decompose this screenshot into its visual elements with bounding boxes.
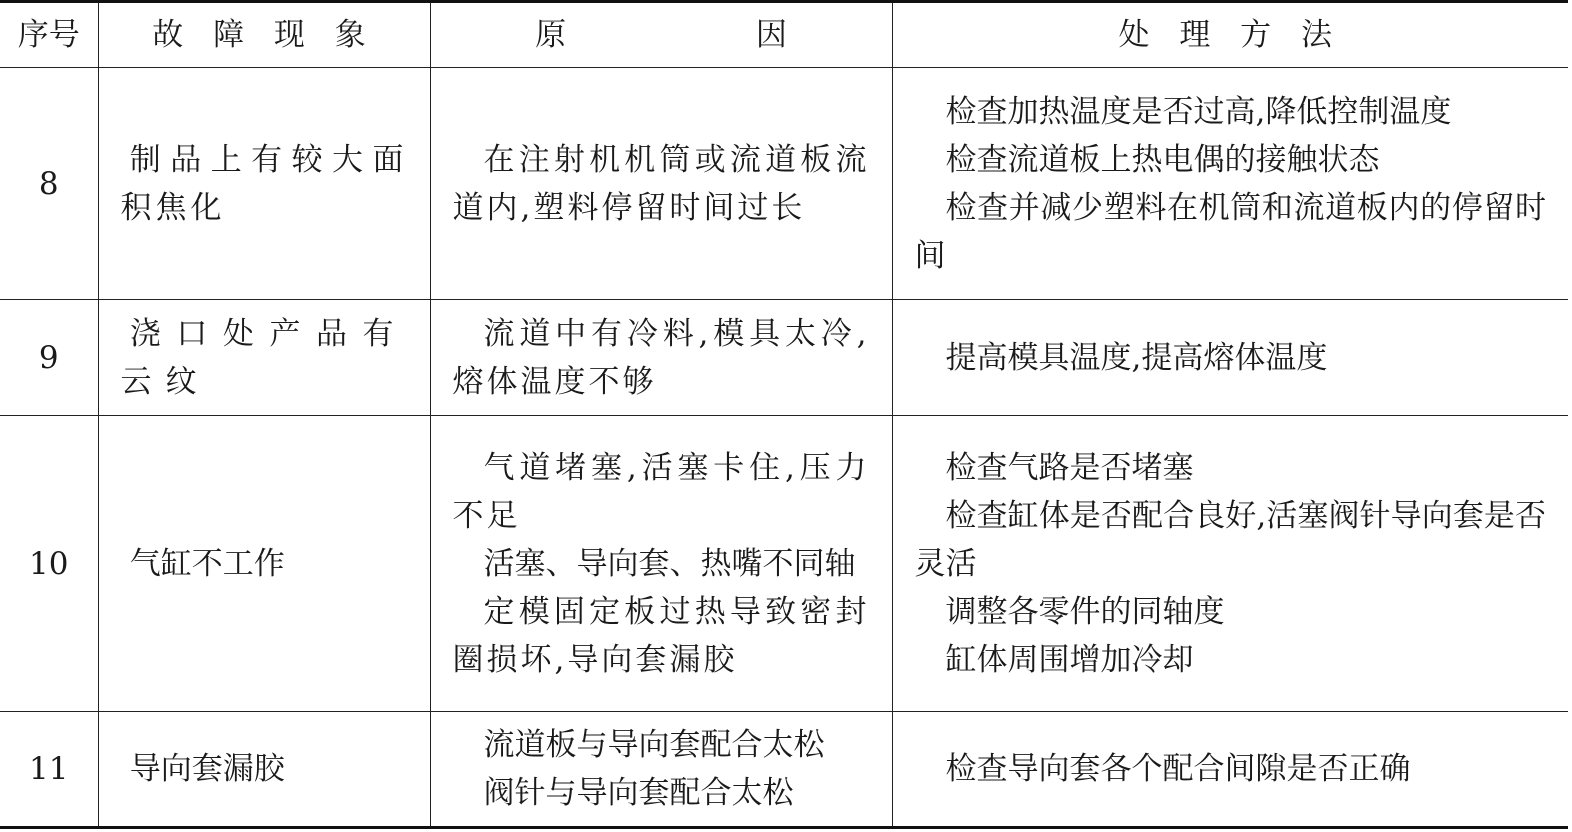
solution-cell bbox=[892, 416, 1568, 712]
cause-cell bbox=[430, 712, 892, 828]
row-number: 9 bbox=[0, 300, 98, 416]
solution-text: 检查加热温度是否过高,降低控制温度 bbox=[945, 93, 1452, 130]
solution-cell bbox=[892, 300, 1568, 416]
cause-cell bbox=[430, 416, 892, 712]
cause-text: 活塞、导向套、热嘴不同轴 bbox=[483, 545, 856, 582]
cause-text: 流道中有冷料,模具太冷,熔体温度不够 bbox=[452, 315, 870, 400]
solution-text: 提高模具温度,提高熔体温度 bbox=[945, 339, 1328, 376]
header-no: 序号 bbox=[0, 2, 98, 68]
solution-cell bbox=[892, 68, 1568, 300]
symptom-cell bbox=[98, 712, 430, 828]
cause-cell bbox=[430, 68, 892, 300]
symptom-text: 气缸不工作 bbox=[129, 545, 285, 582]
solution-text: 检查导向套各个配合间隙是否正确 bbox=[945, 751, 1411, 787]
solution-text: 检查缸体是否配合良好,活塞阀针导向套是否灵活 bbox=[914, 497, 1546, 582]
solution-cell bbox=[892, 712, 1568, 828]
row-number: 8 bbox=[0, 68, 98, 300]
symptom-text: 制品上有较大面积焦化 bbox=[120, 141, 408, 226]
table-row bbox=[0, 68, 1568, 300]
solution-text: 检查气路是否堵塞 bbox=[945, 449, 1194, 486]
cause-text: 定模固定板过热导致密封圈损坏,导向套漏胶 bbox=[452, 593, 870, 678]
cause-text: 气道堵塞,活塞卡住,压力不足 bbox=[452, 449, 870, 534]
symptom-cell bbox=[98, 300, 430, 416]
solution-text: 缸体周围增加冷却 bbox=[945, 641, 1194, 678]
row-number: 11 bbox=[0, 712, 98, 828]
cause-text: 阀针与导向套配合太松 bbox=[483, 775, 794, 811]
symptom-text: 导向套漏胶 bbox=[129, 751, 285, 787]
header-row bbox=[0, 2, 1568, 68]
header-solution: 处 理 方 法 bbox=[892, 2, 1568, 68]
solution-text: 调整各零件的同轴度 bbox=[945, 593, 1225, 630]
solution-text: 检查流道板上热电偶的接触状态 bbox=[945, 141, 1380, 178]
header-cause: 原 因 bbox=[430, 2, 892, 68]
header-symptom: 故 障 现 象 bbox=[98, 2, 430, 68]
cause-text: 在注射机机筒或流道板流道内,塑料停留时间过长 bbox=[452, 141, 870, 226]
solution-text: 检查并减少塑料在机筒和流道板内的停留时间 bbox=[914, 189, 1546, 274]
cause-cell bbox=[430, 300, 892, 416]
symptom-cell bbox=[98, 416, 430, 712]
row-number: 10 bbox=[0, 416, 98, 712]
symptom-text: 浇口处产品有云纹 bbox=[120, 315, 408, 400]
table-row bbox=[0, 712, 1568, 828]
cause-text: 流道板与导向套配合太松 bbox=[483, 727, 825, 763]
symptom-cell bbox=[98, 68, 430, 300]
table-row bbox=[0, 416, 1568, 712]
table-row bbox=[0, 300, 1568, 416]
